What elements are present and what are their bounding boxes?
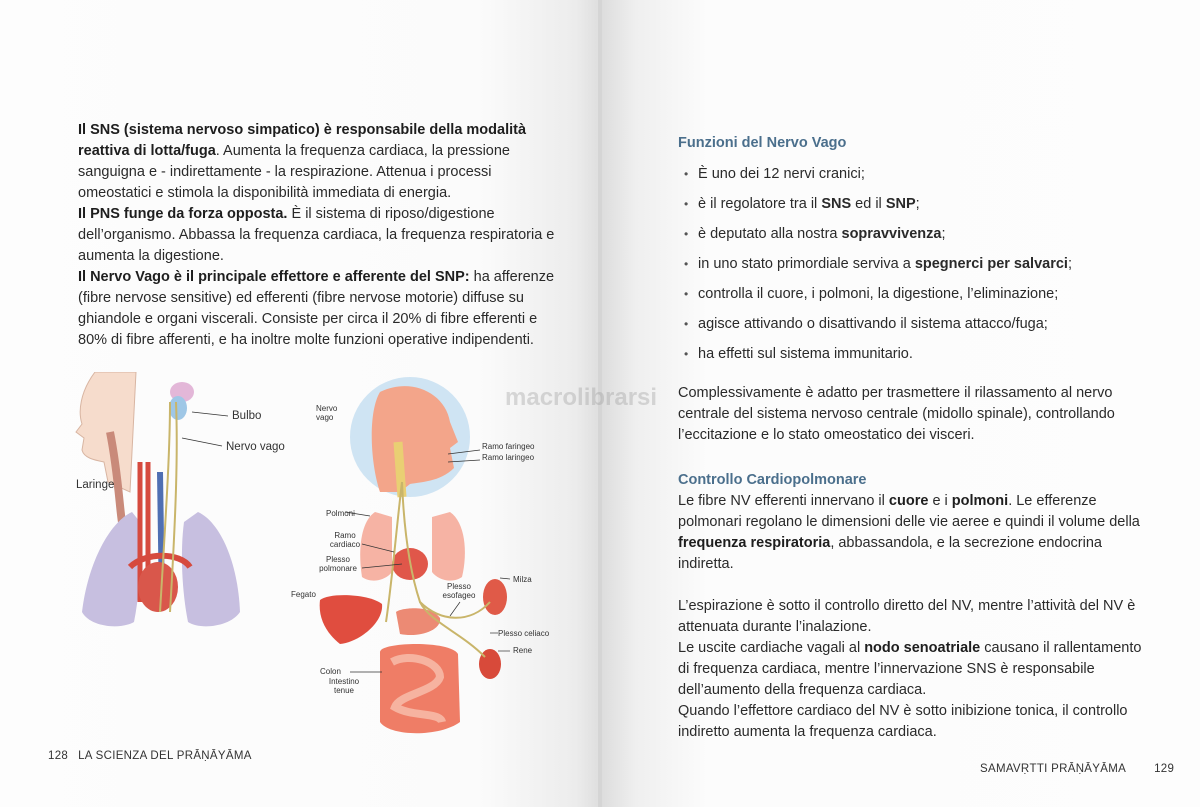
bullet-text-run: ;	[941, 226, 946, 242]
bullet-text-run: è deputato alla nostra	[698, 226, 842, 242]
label-nervo-vago-1: Nervo vago	[226, 441, 285, 453]
bullet-text-run: SNP	[885, 196, 916, 212]
label-nervo-vago-2: Nervo vago	[316, 404, 338, 422]
bullet-text-run: ed il	[851, 196, 886, 212]
cardio-p1-run: e i	[928, 493, 952, 509]
watermark-logo: macrolibrarsi	[505, 384, 658, 411]
label-plesso-celiaco: Plesso celiaco	[498, 629, 550, 638]
label-polmoni: Polmoni	[326, 509, 355, 518]
bullet-item	[684, 340, 1164, 370]
bullet-item	[684, 220, 1164, 250]
bullet-dot-icon: •	[684, 197, 689, 211]
label-colon: Colon	[320, 667, 341, 676]
cardio-p1-run: . Le efferenze polmonari regolano le dimensioni delle vie aeree e quindi il volume della	[678, 493, 1140, 530]
right-page-number: 129	[1154, 763, 1175, 775]
bullet-text-run: spegnerci per salvarci	[914, 256, 1068, 272]
bullet-item	[684, 280, 1164, 310]
bullet-text-run: ha effetti sul sistema immunitario.	[698, 346, 913, 362]
label-ramo-faringeo: Ramo faringeo	[482, 442, 535, 451]
bullet-item	[684, 250, 1164, 280]
bullet-dot-icon: •	[684, 287, 689, 301]
cardio-paragraph-3	[678, 638, 1148, 701]
cardio-p1-run: , abbassandola, e la secrezione endocrina indiretta.	[678, 535, 1102, 572]
label-ramo-cardiaco: Ramo cardiaco	[329, 531, 361, 549]
cardio-p3-run: Le uscite cardiache vagali al	[678, 640, 865, 656]
bullet-text-run: sopravvivenza	[841, 226, 942, 242]
label-intestino-tenue: Intestino tenue	[328, 677, 360, 695]
left-page-footer	[48, 750, 252, 762]
left-page-number: 128	[48, 750, 69, 762]
right-page-footer	[980, 763, 1174, 775]
cardio-paragraph-4: Quando l’effettore cardiaco del NV è sotto inibizione tonica, il controllo indiretto aumenta la frequenza cardiaca.	[678, 703, 1128, 740]
cardio-p1-run: cuore	[888, 493, 929, 509]
bullet-text-run: ;	[1067, 256, 1072, 272]
heading-funzioni-nervo-vago: Funzioni del Nervo Vago	[678, 135, 847, 151]
cardio-p1-run: Le fibre NV efferenti innervano il	[678, 493, 889, 509]
cardio-paragraph-1	[678, 491, 1148, 575]
cardio-paragraph-2: L’espirazione è sotto il controllo diretto del NV, mentre l’attività del NV è attenuata durante l’inalazione.	[678, 598, 1136, 635]
label-rene: Rene	[513, 646, 533, 655]
cardio-p3-run: nodo senoatriale	[864, 640, 981, 656]
bullet-dot-icon: •	[684, 257, 689, 271]
cardio-p3-run: causano il rallentamento di frequenza cardiaca, mentre l’innervazione SNS è responsabile dell’aumento della frequenza cardiaca.	[678, 640, 1142, 698]
bullet-text-run: agisce attivando o disattivando il sistema attacco/fuga;	[698, 316, 1048, 332]
label-ramo-laringeo: Ramo laringeo	[482, 453, 535, 462]
overall-paragraph: Complessivamente è adatto per trasmettere il rilassamento al nervo centrale del sistema nervoso centrale (midollo spinale), controllando l’eccitazione e lo stato omeostatico dei visceri.	[678, 385, 1115, 443]
bullet-item	[684, 190, 1164, 220]
bullet-item	[684, 310, 1164, 340]
bullet-dot-icon: •	[684, 167, 689, 181]
bullet-text-run: SNS	[821, 196, 852, 212]
heading-controllo-cardiopolmonare: Controllo Cardiopolmonare	[678, 472, 867, 488]
right-running-title: SAMAVṚTTI PRĀṆĀYĀMA	[980, 763, 1127, 775]
left-body-text	[78, 120, 556, 351]
bullet-text-run: ;	[915, 196, 920, 212]
functions-bullet-list	[684, 160, 1164, 370]
cardio-p1-run: frequenza respiratoria	[678, 535, 831, 551]
bullet-dot-icon: •	[684, 317, 689, 331]
cardio-p1-run: polmoni	[951, 493, 1009, 509]
label-plesso-esofageo: Plesso esofageo	[442, 582, 476, 600]
bullet-dot-icon: •	[684, 227, 689, 241]
bullet-text-run: è il regolatore tra il	[698, 196, 822, 212]
bullet-dot-icon: •	[684, 347, 689, 361]
label-fegato: Fegato	[291, 590, 316, 599]
bullet-text-run: È uno dei 12 nervi cranici;	[698, 166, 865, 182]
label-milza: Milza	[513, 575, 532, 584]
pns-paragraph: Il PNS funge da forza opposta. È il sistema di riposo/digestione dell’organismo. Abbassa la frequenza cardiaca, la frequenza respiratoria e aumenta la digestione.	[78, 206, 555, 264]
bullet-item	[684, 160, 1164, 190]
bullet-text-run: controlla il cuore, i polmoni, la digestione, l’eliminazione;	[698, 286, 1059, 302]
label-laringe: Laringe	[76, 479, 115, 491]
bullet-text-run: in uno stato primordiale serviva a	[698, 256, 915, 272]
sns-paragraph: Il SNS (sistema nervoso simpatico) è responsabile della modalità reattiva di lotta/fuga. Aumenta la frequenza cardiaca, la pressione sanguigna e - indirettamente - la respirazione. Attenua i processi omeostatici e stimola la disponibilità immediata di energia.	[78, 122, 527, 201]
label-plesso-polmonare: Plesso polmonare	[319, 555, 357, 573]
vagus-paragraph: Il Nervo Vago è il principale effettore e afferente del SNP: ha afferenze (fibre nervose sensitive) ed efferenti (fibre nervose motorie) diffuse su ghiandole e organi viscerali. Consiste per circa il 20% di fibre efferenti e 80% di fibre afferenti, e ha inoltre molte funzioni operative indipendenti.	[78, 269, 555, 348]
cardio-text	[678, 491, 1148, 743]
label-bulbo: Bulbo	[232, 410, 262, 422]
left-running-title: LA SCIENZA DEL PRĀṆĀYĀMA	[78, 750, 252, 762]
